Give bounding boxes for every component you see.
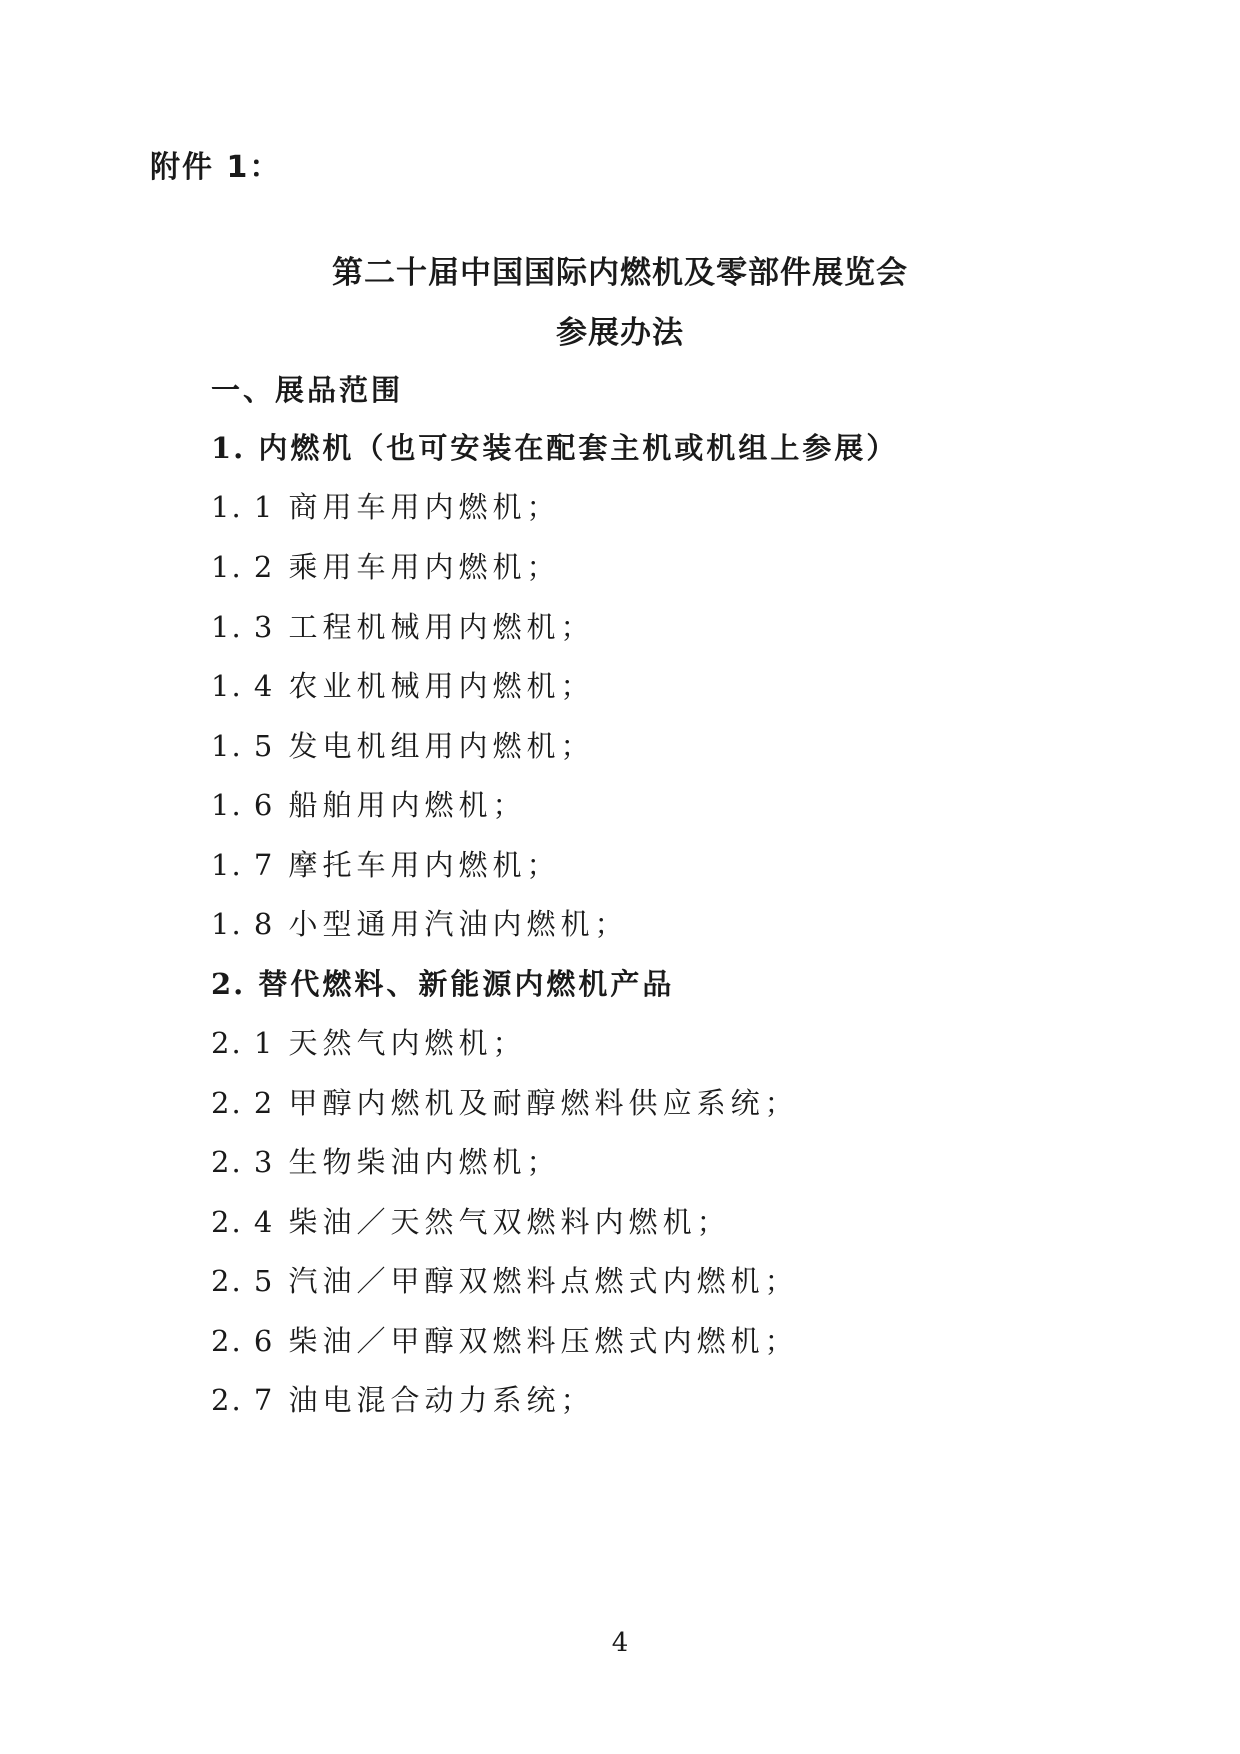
list-item xyxy=(211,902,629,943)
item-text: 柴油／甲醇双燃料压燃式内燃机； xyxy=(274,1324,799,1358)
item-number: 1. 5 xyxy=(211,729,275,763)
item-number: 2. 1 xyxy=(211,1026,275,1060)
item-text: 摩托车用内燃机； xyxy=(274,848,561,882)
list-item xyxy=(211,1259,799,1300)
section-heading: 一、展品范围 xyxy=(211,373,404,407)
page-number: 4 xyxy=(611,1628,629,1658)
item-number: 2. xyxy=(211,967,246,1001)
document-subtitle: 参展办法 xyxy=(556,315,684,351)
list-item xyxy=(211,724,595,765)
item-text: 船舶用内燃机； xyxy=(274,788,527,822)
item-number: 1. 2 xyxy=(211,550,275,584)
list-item xyxy=(211,664,595,705)
list-item xyxy=(211,783,527,824)
list-item xyxy=(211,843,561,884)
item-number: 2. 5 xyxy=(211,1264,275,1298)
item-text: 乘用车用内燃机； xyxy=(274,550,561,584)
item-text: 内燃机（也可安装在配套主机或机组上参展） xyxy=(245,431,899,465)
item-number: 1. 3 xyxy=(211,610,275,644)
list-item xyxy=(211,485,561,526)
list-item xyxy=(211,1200,731,1241)
item-number: 1. 6 xyxy=(211,788,275,822)
list-item xyxy=(211,1140,561,1181)
item-text: 油电混合动力系统； xyxy=(274,1383,595,1417)
list-item xyxy=(211,1378,595,1419)
item-number: 1. 4 xyxy=(211,669,275,703)
item-number: 1. 8 xyxy=(211,907,275,941)
item-text: 天然气内燃机； xyxy=(274,1026,527,1060)
item-number: 2. 4 xyxy=(211,1205,275,1239)
item-text: 商用车用内燃机； xyxy=(274,490,561,524)
attachment-label: 附件 1： xyxy=(150,150,282,185)
item-text: 小型通用汽油内燃机； xyxy=(274,907,629,941)
list-item xyxy=(211,605,595,646)
list-item xyxy=(211,545,561,586)
item-number: 2. 2 xyxy=(211,1086,275,1120)
item-text: 生物柴油内燃机； xyxy=(274,1145,561,1179)
item-number: 1. 1 xyxy=(211,490,275,524)
item-number: 2. 7 xyxy=(211,1383,275,1417)
list-item xyxy=(211,1021,527,1062)
item-text: 发电机组用内燃机； xyxy=(274,729,595,763)
item-number: 1. 7 xyxy=(211,848,275,882)
item-number: 2. 6 xyxy=(211,1324,275,1358)
list-item xyxy=(211,426,898,467)
list-item xyxy=(211,962,674,1003)
item-text: 替代燃料、新能源内燃机产品 xyxy=(245,967,675,1001)
item-text: 农业机械用内燃机； xyxy=(274,669,595,703)
item-text: 汽油／甲醇双燃料点燃式内燃机； xyxy=(274,1264,799,1298)
item-text: 柴油／天然气双燃料内燃机； xyxy=(274,1205,731,1239)
item-number: 2. 3 xyxy=(211,1145,275,1179)
document-title: 第二十届中国国际内燃机及零部件展览会 xyxy=(332,255,908,291)
item-text: 工程机械用内燃机； xyxy=(274,610,595,644)
item-text: 甲醇内燃机及耐醇燃料供应系统； xyxy=(274,1086,799,1120)
item-number: 1. xyxy=(211,431,246,465)
list-item xyxy=(211,1081,799,1122)
list-item xyxy=(211,1319,799,1360)
